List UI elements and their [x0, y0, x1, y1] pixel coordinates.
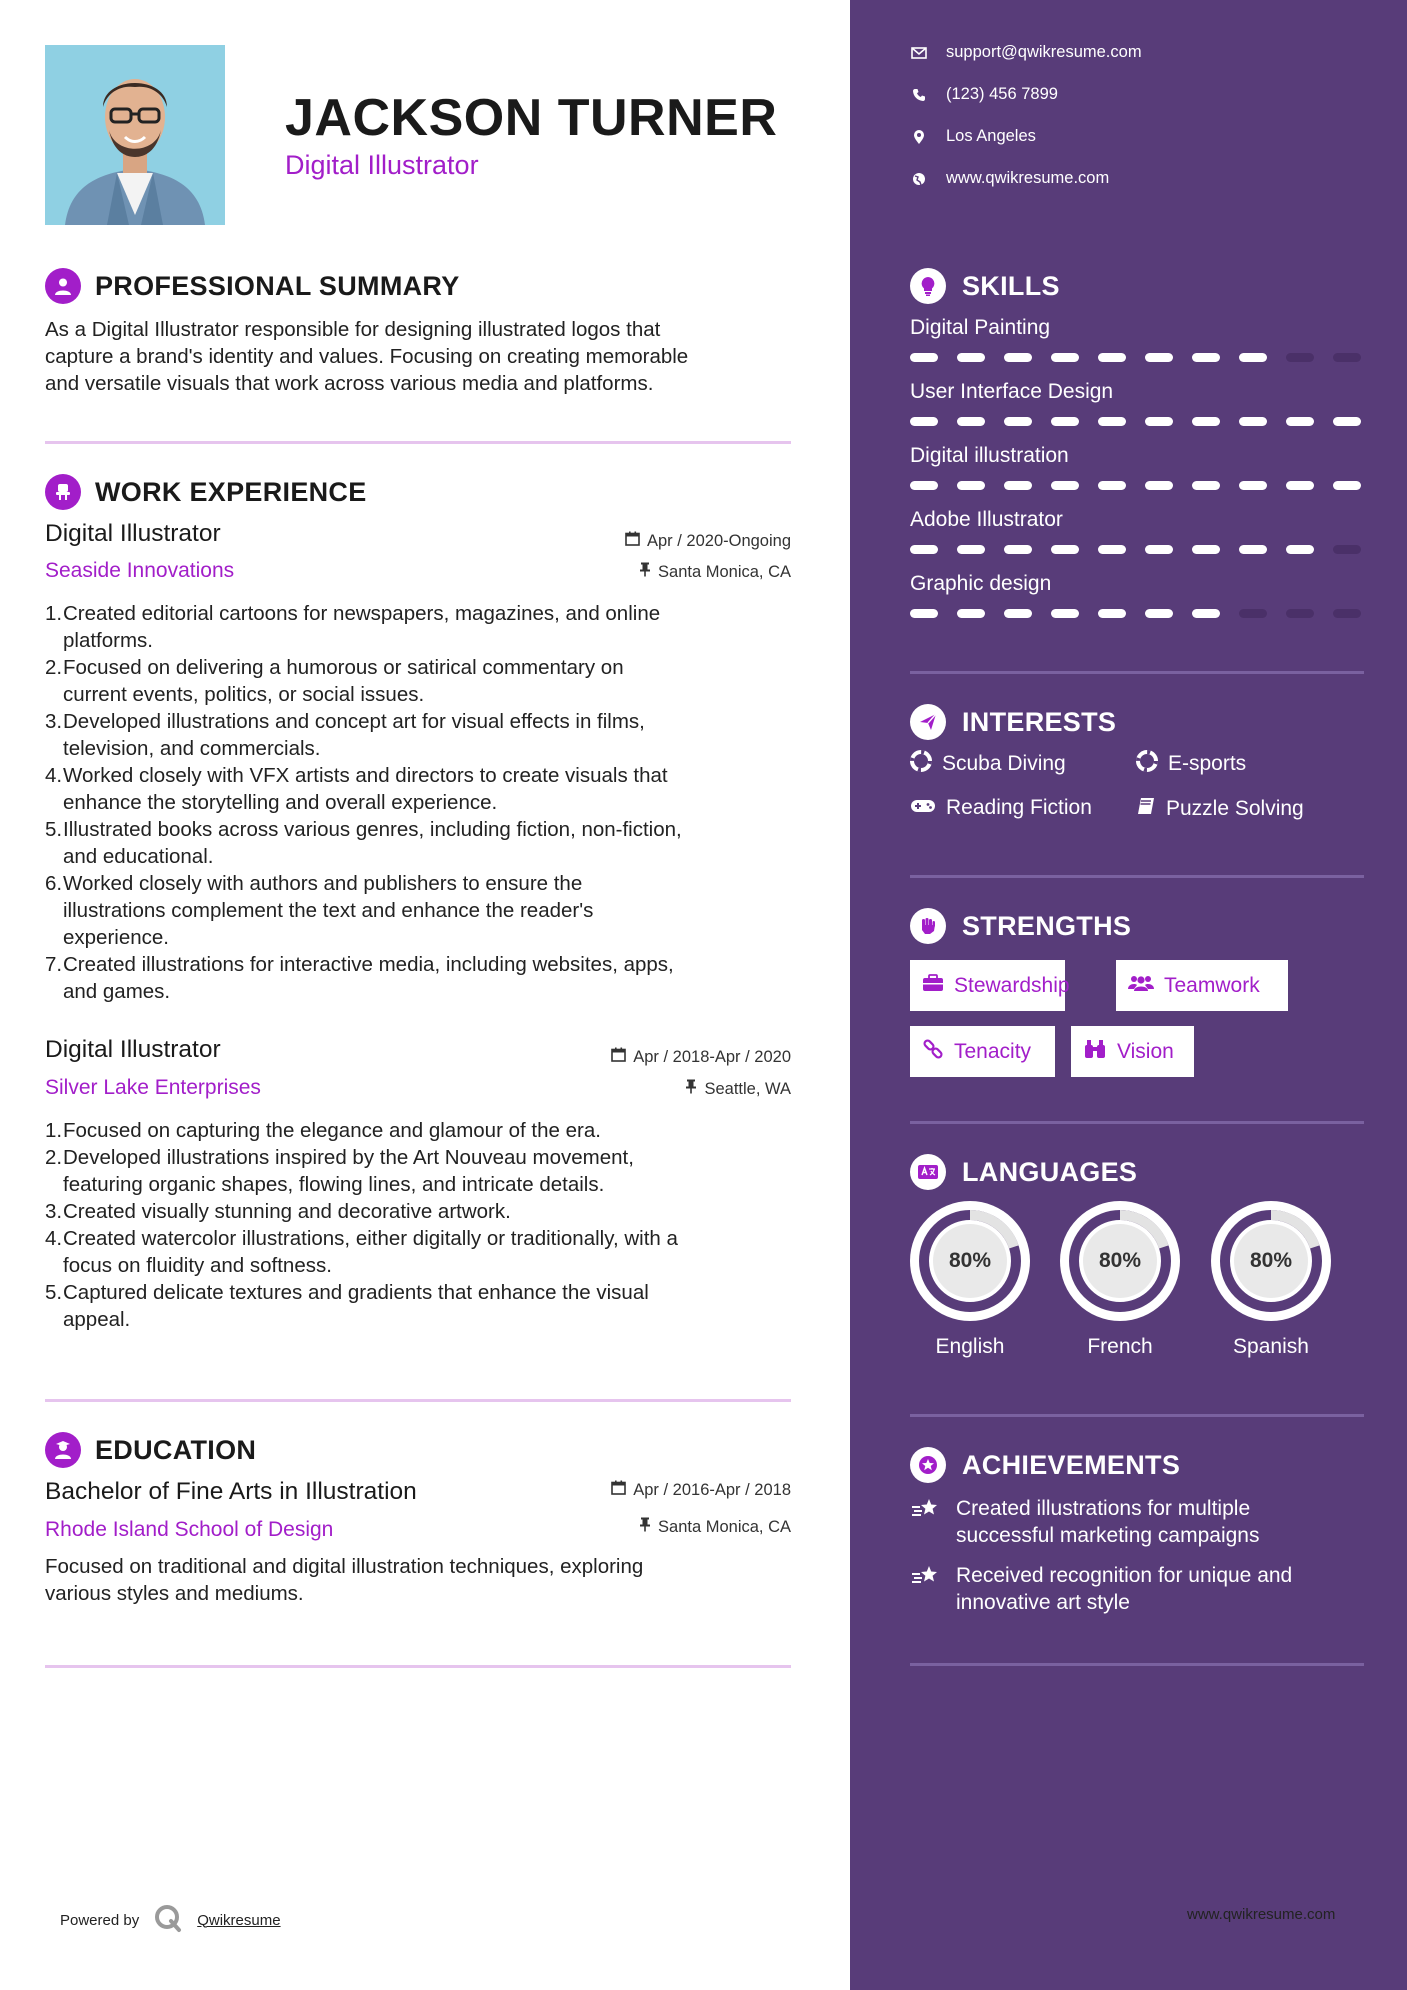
summary-text	[45, 316, 795, 397]
job-location-text: Santa Monica, CA	[658, 562, 791, 581]
education-dates-text: Apr / 2016-Apr / 2018	[633, 1480, 791, 1499]
skill-segment	[1192, 545, 1220, 554]
skill-segment	[910, 545, 938, 554]
qwikresume-logo-icon	[153, 1903, 183, 1937]
item-number: 3.	[45, 710, 63, 733]
strengths-title: STRENGTHS	[962, 910, 1132, 941]
achievement-item	[910, 1562, 1370, 1616]
map-pin-icon	[910, 129, 928, 145]
achievements-title: ACHIEVEMENTS	[962, 1449, 1181, 1480]
language-name: English	[935, 1335, 1005, 1358]
interest-item	[910, 796, 1092, 820]
life-ring-icon	[1136, 750, 1158, 778]
item-line: current events, politics, or social issues.	[63, 683, 425, 706]
list-item	[45, 870, 795, 951]
job-title: Digital Illustrator	[45, 1036, 221, 1063]
list-item	[45, 951, 795, 1005]
section-divider	[910, 671, 1364, 674]
skill-name: User Interface Design	[910, 380, 1114, 403]
skill-segment	[1004, 417, 1032, 426]
item-number: 5.	[45, 818, 63, 841]
item-line: Captured delicate textures and gradients that enhance the visual	[63, 1281, 649, 1304]
pin-icon	[685, 1079, 697, 1099]
list-item	[45, 1144, 795, 1198]
job-title: Digital Illustrator	[45, 520, 221, 547]
interest-item	[910, 750, 1066, 778]
item-line: appeal.	[63, 1308, 131, 1331]
link-icon	[922, 1038, 944, 1066]
experience-title: WORK EXPERIENCE	[95, 476, 367, 507]
job-duties-list	[45, 600, 795, 1005]
achievements-heading	[910, 1447, 1180, 1483]
languages-title: LANGUAGES	[962, 1156, 1138, 1187]
language-percent: 80%	[948, 1249, 992, 1272]
skill-segment	[1051, 481, 1079, 490]
item-number: 2.	[45, 1146, 63, 1169]
section-divider	[45, 1399, 791, 1402]
contact-email-text[interactable]: support@qwikresume.com	[946, 43, 1142, 61]
chair-icon	[45, 474, 81, 510]
skill-segment	[1145, 545, 1173, 554]
contact-phone	[910, 85, 1058, 104]
job-duties-list	[45, 1117, 795, 1333]
fist-icon	[910, 908, 946, 944]
interest-label: E-sports	[1168, 752, 1247, 775]
item-line: platforms.	[63, 629, 153, 652]
skill-segment	[957, 609, 985, 618]
skill-segment	[1239, 353, 1267, 362]
profile-photo	[45, 45, 225, 225]
school-name: Rhode Island School of Design	[45, 1518, 334, 1541]
education-heading	[45, 1432, 256, 1468]
item-line: Illustrated books across various genres, including fiction, non-fiction,	[63, 818, 682, 841]
education-line: Focused on traditional and digital illustration techniques, exploring	[45, 1555, 644, 1578]
contact-website-text[interactable]: www.qwikresume.com	[946, 169, 1110, 187]
education-title: EDUCATION	[95, 1434, 257, 1465]
skill-segment	[1333, 481, 1361, 490]
skill-segment	[957, 481, 985, 490]
skill-segment	[910, 481, 938, 490]
skill-level-bar	[910, 609, 1361, 618]
skill-segment	[1333, 609, 1361, 618]
interests-heading	[910, 704, 1116, 740]
contact-email	[910, 43, 1142, 62]
skill-name: Digital Painting	[910, 316, 1051, 339]
achievement-item	[910, 1495, 1370, 1549]
qwikresume-link[interactable]: Qwikresume	[197, 1911, 281, 1929]
list-item	[45, 708, 795, 762]
skill-segment	[1145, 481, 1173, 490]
achievement-text	[956, 1562, 1292, 1616]
skill-segment	[1333, 353, 1361, 362]
education-text	[45, 1553, 795, 1607]
shooting-star-icon	[910, 1495, 942, 1549]
achievement-line: Created illustrations for multiple	[956, 1497, 1251, 1520]
skill-segment	[1145, 417, 1173, 426]
footer-website[interactable]: www.qwikresume.com	[1187, 1906, 1336, 1923]
item-number: 1.	[45, 1119, 63, 1142]
interest-item	[1136, 796, 1304, 822]
language-icon	[910, 1154, 946, 1190]
skill-segment	[1004, 481, 1032, 490]
skills-title: SKILLS	[962, 270, 1060, 301]
strength-label: Teamwork	[1164, 973, 1260, 997]
skill-segment	[1239, 609, 1267, 618]
skill-segment	[1051, 353, 1079, 362]
strength-badge	[910, 960, 1070, 1011]
language-name: French	[1087, 1335, 1153, 1358]
list-item	[45, 1225, 795, 1279]
skill-level-bar	[910, 417, 1361, 426]
section-divider	[45, 1665, 791, 1668]
life-ring-icon	[910, 750, 932, 778]
star-badge-icon	[910, 1447, 946, 1483]
skill-segment	[1145, 353, 1173, 362]
item-number: 1.	[45, 602, 63, 625]
item-line: television, and commercials.	[63, 737, 321, 760]
skill-segment	[1004, 609, 1032, 618]
achievement-line: Received recognition for unique and	[956, 1564, 1293, 1587]
job-company: Seaside Innovations	[45, 559, 235, 582]
item-line: Developed illustrations and concept art for visual effects in films,	[63, 710, 645, 733]
experience-heading	[45, 474, 367, 510]
powered-by-text: Powered by	[60, 1911, 140, 1929]
language-percent: 80%	[1249, 1249, 1293, 1272]
education-dates	[611, 1480, 791, 1500]
skill-segment	[957, 545, 985, 554]
summary-heading	[45, 268, 460, 304]
item-line: and educational.	[63, 845, 214, 868]
achievement-line: successful marketing campaigns	[956, 1524, 1260, 1547]
list-item	[45, 816, 795, 870]
skill-segment	[1333, 545, 1361, 554]
skill-level-bar	[910, 545, 1361, 554]
list-item	[45, 1198, 795, 1225]
pin-icon	[639, 562, 651, 582]
summary-line: As a Digital Illustrator responsible for designing illustrated logos that	[45, 318, 661, 341]
item-line: featuring organic shapes, flowing lines, and intricate details.	[63, 1173, 605, 1196]
skill-segment	[1192, 481, 1220, 490]
language-percent: 80%	[1098, 1249, 1142, 1272]
contact-phone-text: (123) 456 7899	[946, 85, 1058, 103]
list-item	[45, 654, 795, 708]
interests-title: INTERESTS	[962, 706, 1117, 737]
envelope-icon	[910, 47, 928, 59]
users-icon	[1128, 974, 1154, 998]
skill-name: Adobe Illustrator	[910, 508, 1063, 531]
item-line: experience.	[63, 926, 169, 949]
job-dates-text: Apr / 2018-Apr / 2020	[633, 1047, 791, 1066]
skill-segment	[957, 353, 985, 362]
skill-level-bar	[910, 481, 1361, 490]
strength-badge	[910, 1026, 1055, 1077]
skill-name: Graphic design	[910, 572, 1052, 595]
skill-segment	[910, 609, 938, 618]
summary-title: PROFESSIONAL SUMMARY	[95, 270, 460, 301]
calendar-icon	[611, 1047, 626, 1067]
skill-segment	[1004, 545, 1032, 554]
item-number: 7.	[45, 953, 63, 976]
skill-segment	[1051, 417, 1079, 426]
skill-segment	[1145, 609, 1173, 618]
skill-name: Digital illustration	[910, 444, 1069, 467]
skill-segment	[1333, 417, 1361, 426]
job-dates	[611, 1047, 791, 1067]
skill-segment	[910, 417, 938, 426]
shooting-star-icon	[910, 1562, 942, 1616]
item-line: Created visually stunning and decorative artwork.	[63, 1200, 511, 1223]
skill-segment	[1286, 545, 1314, 554]
skill-segment	[1098, 609, 1126, 618]
degree-title: Bachelor of Fine Arts in Illustration	[45, 1478, 417, 1505]
language-ring	[1211, 1201, 1331, 1321]
interest-label: Reading Fiction	[946, 796, 1092, 819]
education-location	[639, 1517, 791, 1537]
language-ring	[1060, 1201, 1180, 1321]
strength-label: Tenacity	[954, 1039, 1032, 1063]
calendar-icon	[625, 531, 640, 551]
section-divider	[910, 875, 1364, 878]
section-divider	[910, 1414, 1364, 1417]
item-number: 2.	[45, 656, 63, 679]
interest-label: Puzzle Solving	[1166, 797, 1304, 820]
skill-segment	[1239, 481, 1267, 490]
strengths-heading	[910, 908, 1131, 944]
achievement-line: innovative art style	[956, 1591, 1130, 1614]
item-line: Created editorial cartoons for newspapers, magazines, and online	[63, 602, 661, 625]
item-line: illustrations complement the text and enhance the reader's	[63, 899, 594, 922]
skill-segment	[1098, 481, 1126, 490]
calendar-icon	[611, 1480, 626, 1500]
interest-label: Scuba Diving	[942, 752, 1066, 775]
paper-plane-icon	[910, 704, 946, 740]
skill-segment	[1239, 417, 1267, 426]
list-item	[45, 762, 795, 816]
item-line: focus on fluidity and softness.	[63, 1254, 332, 1277]
item-line: Focused on capturing the elegance and glamour of the era.	[63, 1119, 601, 1142]
list-item	[45, 1279, 795, 1333]
skill-segment	[1098, 353, 1126, 362]
skill-segment	[1192, 609, 1220, 618]
skill-segment	[1098, 417, 1126, 426]
item-number: 4.	[45, 764, 63, 787]
job-dates	[625, 531, 791, 551]
skills-heading	[910, 268, 1060, 304]
item-line: Created watercolor illustrations, either digitally or traditionally, with a	[63, 1227, 678, 1250]
contact-location	[910, 127, 1036, 146]
skill-segment	[1286, 353, 1314, 362]
item-line: Created illustrations for interactive media, including websites, apps,	[63, 953, 674, 976]
phone-icon	[910, 88, 928, 102]
skill-segment	[1286, 609, 1314, 618]
skill-segment	[1239, 545, 1267, 554]
skill-segment	[1286, 481, 1314, 490]
contact-website	[910, 169, 1109, 188]
skill-level-bar	[910, 353, 1361, 362]
skill-segment	[1192, 417, 1220, 426]
book-icon	[1136, 796, 1156, 822]
skill-segment	[1051, 545, 1079, 554]
language-ring	[910, 1201, 1030, 1321]
skill-segment	[957, 417, 985, 426]
strength-label: Stewardship	[954, 973, 1070, 997]
job-location	[685, 1079, 791, 1099]
strength-badge	[1071, 1026, 1194, 1077]
skill-segment	[1286, 417, 1314, 426]
skill-segment	[1098, 545, 1126, 554]
languages-heading	[910, 1154, 1137, 1190]
contact-location-text: Los Angeles	[946, 127, 1036, 145]
pin-icon	[639, 1517, 651, 1537]
strength-label: Vision	[1117, 1039, 1174, 1063]
summary-line: and versatile visuals that work across various media and platforms.	[45, 372, 654, 395]
graduate-icon	[45, 1432, 81, 1468]
sidebar	[850, 0, 1407, 1990]
language-name: Spanish	[1233, 1335, 1309, 1358]
item-line: Worked closely with VFX artists and directors to create visuals that	[63, 764, 668, 787]
candidate-role: Digital Illustrator	[285, 150, 479, 180]
user-icon	[45, 268, 81, 304]
education-line: various styles and mediums.	[45, 1582, 304, 1605]
skill-segment	[910, 353, 938, 362]
powered-by	[60, 1903, 281, 1937]
job-location-text: Seattle, WA	[704, 1079, 791, 1098]
skill-segment	[1192, 353, 1220, 362]
summary-line: capture a brand's identity and values. Focusing on creating memorable	[45, 345, 689, 368]
item-line: Worked closely with authors and publishers to ensure the	[63, 872, 583, 895]
section-divider	[910, 1663, 1364, 1666]
achievement-text	[956, 1495, 1259, 1549]
item-number: 4.	[45, 1227, 63, 1250]
item-line: Developed illustrations inspired by the Art Nouveau movement,	[63, 1146, 634, 1169]
item-number: 3.	[45, 1200, 63, 1223]
item-line: enhance the storytelling and overall experience.	[63, 791, 498, 814]
job-location	[639, 562, 791, 582]
candidate-name: JACKSON TURNER	[285, 89, 778, 147]
binoculars-icon	[1083, 1039, 1107, 1065]
lightbulb-icon	[910, 268, 946, 304]
globe-icon	[910, 172, 928, 186]
interest-item	[1136, 750, 1246, 778]
gamepad-icon	[910, 796, 936, 820]
job-company: Silver Lake Enterprises	[45, 1076, 261, 1099]
briefcase-icon	[922, 974, 944, 998]
list-item	[45, 600, 795, 654]
strength-badge	[1116, 960, 1288, 1011]
list-item	[45, 1117, 795, 1144]
education-location-text: Santa Monica, CA	[658, 1517, 791, 1536]
item-line: Focused on delivering a humorous or satirical commentary on	[63, 656, 624, 679]
skill-segment	[1051, 609, 1079, 618]
item-number: 5.	[45, 1281, 63, 1304]
section-divider	[45, 441, 791, 444]
item-number: 6.	[45, 872, 63, 895]
skill-segment	[1004, 353, 1032, 362]
section-divider	[910, 1121, 1364, 1124]
item-line: and games.	[63, 980, 171, 1003]
job-dates-text: Apr / 2020-Ongoing	[646, 531, 791, 550]
